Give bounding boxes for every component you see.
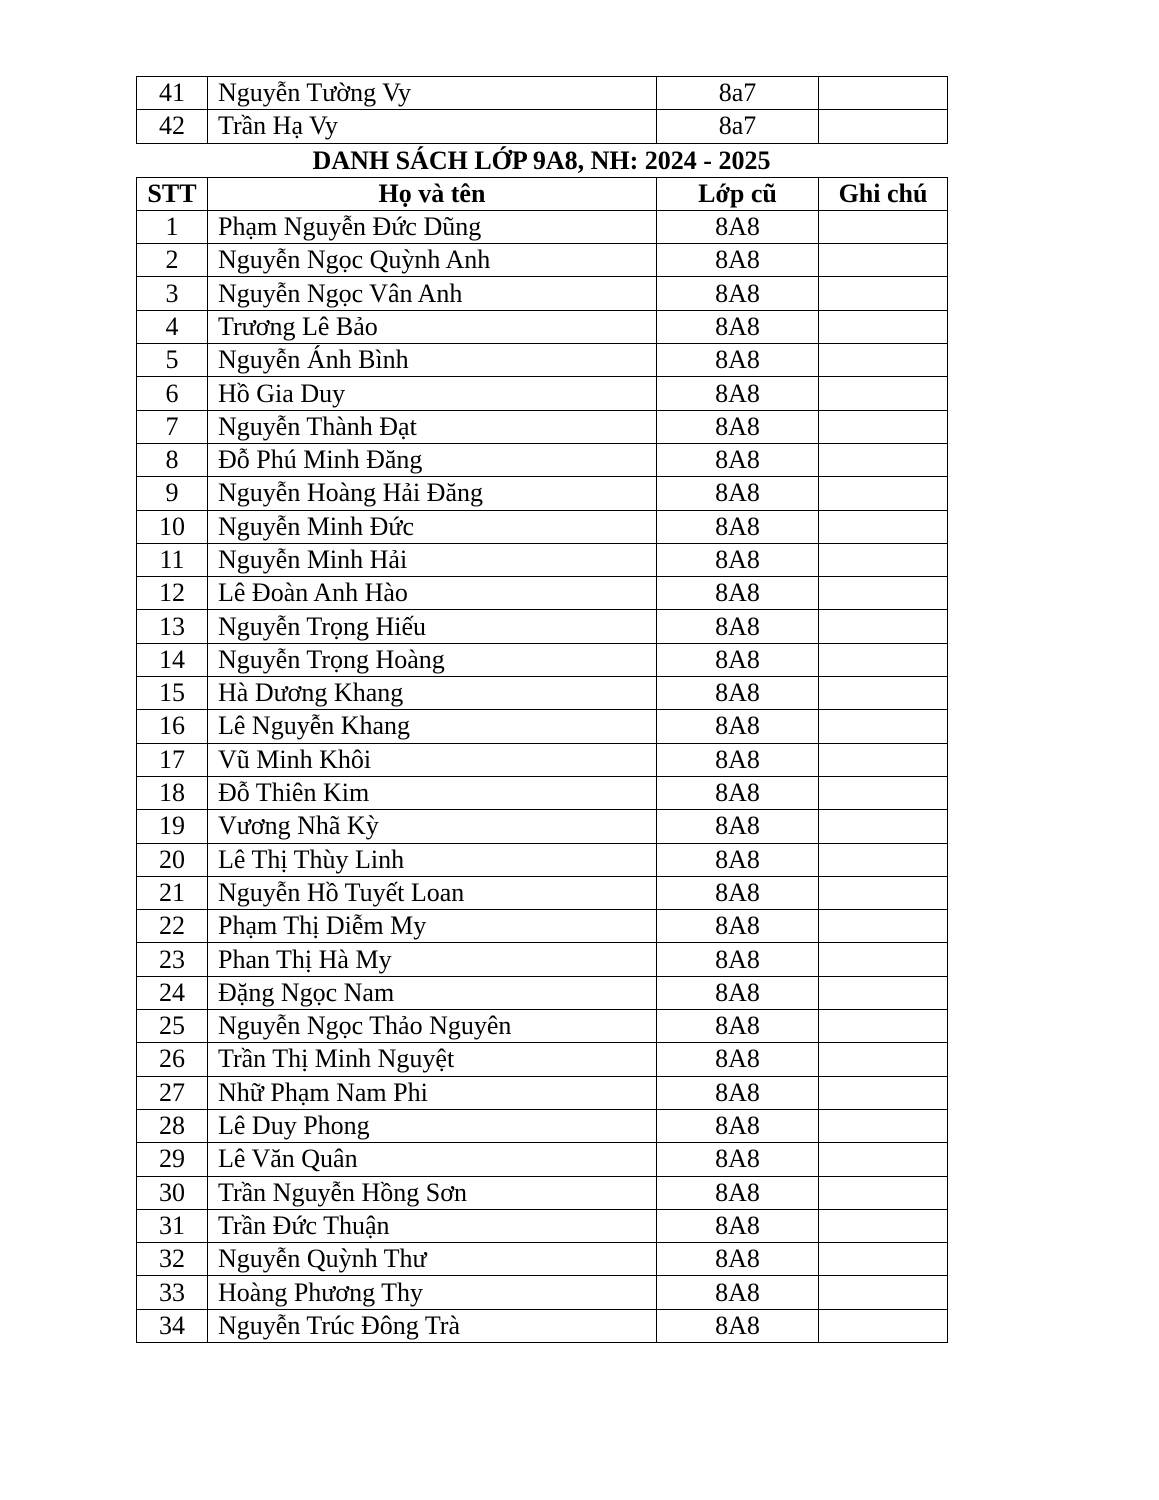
row-stt-cell: 17 — [137, 743, 208, 776]
row-name-cell: Phạm Nguyễn Đức Dũng — [208, 210, 657, 243]
row-name-cell: Đỗ Thiên Kim — [208, 776, 657, 809]
row-name-cell: Trần Đức Thuận — [208, 1209, 657, 1242]
table-row — [137, 344, 948, 377]
row-stt-cell: 22 — [137, 910, 208, 943]
row-name-cell: Nguyễn Thành Đạt — [208, 410, 657, 443]
row-name-cell: Nguyễn Minh Đức — [208, 510, 657, 543]
table-row — [137, 810, 948, 843]
row-name-cell: Trần Nguyễn Hồng Sơn — [208, 1176, 657, 1209]
row-stt-cell: 20 — [137, 843, 208, 876]
row-name-cell: Nguyễn Ngọc Vân Anh — [208, 277, 657, 310]
header-note: Ghi chú — [819, 177, 948, 210]
row-stt-cell: 32 — [137, 1243, 208, 1276]
row-old-class-cell: 8A8 — [657, 1176, 819, 1209]
table-row — [137, 1043, 948, 1076]
row-note-cell — [819, 610, 948, 643]
row-note-cell — [819, 443, 948, 476]
row-name-cell: Nguyễn Hoàng Hải Đăng — [208, 477, 657, 510]
class-list-table-body — [137, 210, 948, 1342]
table-row — [137, 1309, 948, 1342]
class-list-table — [136, 177, 948, 1343]
row-note-cell — [819, 477, 948, 510]
row-old-class-cell: 8A8 — [657, 410, 819, 443]
row-note-cell — [819, 1309, 948, 1342]
row-old-class-cell: 8A8 — [657, 677, 819, 710]
row-note-cell — [819, 1143, 948, 1176]
table-header-row — [137, 177, 948, 210]
row-old-class-cell: 8A8 — [657, 943, 819, 976]
row-note-cell — [819, 1109, 948, 1142]
row-old-class-cell: 8A8 — [657, 1209, 819, 1242]
table-row — [137, 876, 948, 909]
table-row — [137, 843, 948, 876]
row-old-class-cell: 8A8 — [657, 477, 819, 510]
table-row — [137, 643, 948, 676]
table-row — [137, 1010, 948, 1043]
row-note-cell — [819, 876, 948, 909]
table-row — [137, 1276, 948, 1309]
table-row — [137, 677, 948, 710]
row-note-cell — [819, 1076, 948, 1109]
row-stt-cell: 3 — [137, 277, 208, 310]
table-row — [137, 210, 948, 243]
table-row — [137, 1176, 948, 1209]
table-row — [137, 443, 948, 476]
row-note-cell — [819, 643, 948, 676]
table-row — [137, 377, 948, 410]
row-stt-cell: 41 — [137, 77, 208, 110]
row-name-cell: Vũ Minh Khôi — [208, 743, 657, 776]
row-old-class-cell: 8A8 — [657, 1076, 819, 1109]
row-name-cell: Nguyễn Ngọc Quỳnh Anh — [208, 244, 657, 277]
row-old-class-cell: 8A8 — [657, 976, 819, 1009]
row-note-cell — [819, 1043, 948, 1076]
row-name-cell: Trương Lê Bảo — [208, 310, 657, 343]
row-stt-cell: 15 — [137, 677, 208, 710]
row-stt-cell: 42 — [137, 110, 208, 143]
table-row — [137, 510, 948, 543]
row-stt-cell: 29 — [137, 1143, 208, 1176]
row-name-cell: Nguyễn Ánh Bình — [208, 344, 657, 377]
table-row — [137, 410, 948, 443]
row-stt-cell: 27 — [137, 1076, 208, 1109]
row-name-cell: Nguyễn Tường Vy — [208, 77, 657, 110]
row-note-cell — [819, 244, 948, 277]
row-stt-cell: 2 — [137, 244, 208, 277]
row-old-class-cell: 8A8 — [657, 743, 819, 776]
row-old-class-cell: 8A8 — [657, 610, 819, 643]
row-stt-cell: 31 — [137, 1209, 208, 1242]
row-note-cell — [819, 543, 948, 576]
table-row — [137, 710, 948, 743]
row-old-class-cell: 8A8 — [657, 510, 819, 543]
row-note-cell — [819, 1010, 948, 1043]
table-row — [137, 1243, 948, 1276]
row-note-cell — [819, 843, 948, 876]
row-note-cell — [819, 810, 948, 843]
row-note-cell — [819, 344, 948, 377]
row-name-cell: Vương Nhã Kỳ — [208, 810, 657, 843]
row-name-cell: Lê Đoàn Anh Hào — [208, 577, 657, 610]
row-old-class-cell: 8A8 — [657, 843, 819, 876]
table-row — [137, 577, 948, 610]
row-note-cell — [819, 710, 948, 743]
row-name-cell: Đỗ Phú Minh Đăng — [208, 443, 657, 476]
table-row — [137, 477, 948, 510]
row-name-cell: Nguyễn Trọng Hoàng — [208, 643, 657, 676]
row-stt-cell: 21 — [137, 876, 208, 909]
row-stt-cell: 25 — [137, 1010, 208, 1043]
row-stt-cell: 4 — [137, 310, 208, 343]
row-old-class-cell: 8A8 — [657, 344, 819, 377]
row-note-cell — [819, 510, 948, 543]
row-old-class-cell: 8A8 — [657, 1243, 819, 1276]
row-old-class-cell: 8A8 — [657, 210, 819, 243]
table-row — [137, 1076, 948, 1109]
table-row — [137, 77, 948, 110]
row-name-cell: Phan Thị Hà My — [208, 943, 657, 976]
row-stt-cell: 16 — [137, 710, 208, 743]
row-old-class-cell: 8A8 — [657, 543, 819, 576]
row-note-cell — [819, 377, 948, 410]
row-name-cell: Nguyễn Ngọc Thảo Nguyên — [208, 1010, 657, 1043]
table-row — [137, 610, 948, 643]
table-row — [137, 310, 948, 343]
row-note-cell — [819, 277, 948, 310]
table-row — [137, 776, 948, 809]
row-note-cell — [819, 1209, 948, 1242]
row-old-class-cell: 8A8 — [657, 577, 819, 610]
row-stt-cell: 24 — [137, 976, 208, 1009]
row-old-class-cell: 8A8 — [657, 1276, 819, 1309]
row-note-cell — [819, 1243, 948, 1276]
row-stt-cell: 33 — [137, 1276, 208, 1309]
row-stt-cell: 5 — [137, 344, 208, 377]
row-stt-cell: 13 — [137, 610, 208, 643]
row-name-cell: Lê Nguyễn Khang — [208, 710, 657, 743]
row-name-cell: Hà Dương Khang — [208, 677, 657, 710]
row-note-cell — [819, 310, 948, 343]
row-stt-cell: 30 — [137, 1176, 208, 1209]
table-row — [137, 110, 948, 143]
row-old-class-cell: 8A8 — [657, 1109, 819, 1142]
row-stt-cell: 11 — [137, 543, 208, 576]
row-old-class-cell: 8A8 — [657, 710, 819, 743]
document-page — [136, 76, 947, 1343]
row-stt-cell: 1 — [137, 210, 208, 243]
row-stt-cell: 12 — [137, 577, 208, 610]
row-note-cell — [819, 1176, 948, 1209]
row-stt-cell: 9 — [137, 477, 208, 510]
row-stt-cell: 34 — [137, 1309, 208, 1342]
row-note-cell — [819, 677, 948, 710]
row-old-class-cell: 8A8 — [657, 443, 819, 476]
row-old-class-cell: 8A8 — [657, 1010, 819, 1043]
row-name-cell: Nguyễn Trọng Hiếu — [208, 610, 657, 643]
row-note-cell — [819, 943, 948, 976]
row-name-cell: Lê Duy Phong — [208, 1109, 657, 1142]
row-stt-cell: 18 — [137, 776, 208, 809]
header-name: Họ và tên — [208, 177, 657, 210]
row-old-class-cell: 8A8 — [657, 810, 819, 843]
row-old-class-cell: 8A8 — [657, 1043, 819, 1076]
row-stt-cell: 14 — [137, 643, 208, 676]
row-stt-cell: 26 — [137, 1043, 208, 1076]
table-row — [137, 1209, 948, 1242]
row-note-cell — [819, 776, 948, 809]
row-name-cell: Hoàng Phương Thy — [208, 1276, 657, 1309]
header-stt: STT — [137, 177, 208, 210]
row-name-cell: Nguyễn Trúc Đông Trà — [208, 1309, 657, 1342]
table-row — [137, 543, 948, 576]
table-row — [137, 277, 948, 310]
row-stt-cell: 10 — [137, 510, 208, 543]
table-row — [137, 244, 948, 277]
row-note-cell — [819, 110, 948, 143]
row-note-cell — [819, 910, 948, 943]
row-note-cell — [819, 77, 948, 110]
table-row — [137, 943, 948, 976]
row-note-cell — [819, 577, 948, 610]
row-stt-cell: 8 — [137, 443, 208, 476]
table-row — [137, 1143, 948, 1176]
table-row — [137, 910, 948, 943]
row-old-class-cell: 8A8 — [657, 277, 819, 310]
row-old-class-cell: 8A8 — [657, 1309, 819, 1342]
row-old-class-cell: 8a7 — [657, 110, 819, 143]
row-name-cell: Lê Văn Quân — [208, 1143, 657, 1176]
row-old-class-cell: 8a7 — [657, 77, 819, 110]
previous-class-table — [136, 76, 948, 144]
row-name-cell: Nguyễn Quỳnh Thư — [208, 1243, 657, 1276]
previous-class-table-body — [137, 77, 948, 144]
row-stt-cell: 7 — [137, 410, 208, 443]
table-row — [137, 743, 948, 776]
table-row — [137, 1109, 948, 1142]
row-stt-cell: 23 — [137, 943, 208, 976]
row-name-cell: Lê Thị Thùy Linh — [208, 843, 657, 876]
row-old-class-cell: 8A8 — [657, 244, 819, 277]
row-note-cell — [819, 743, 948, 776]
row-old-class-cell: 8A8 — [657, 1143, 819, 1176]
list-title: DANH SÁCH LỚP 9A8, NH: 2024 - 2025 — [312, 145, 771, 175]
row-note-cell — [819, 410, 948, 443]
row-stt-cell: 6 — [137, 377, 208, 410]
row-old-class-cell: 8A8 — [657, 876, 819, 909]
row-name-cell: Nhữ Phạm Nam Phi — [208, 1076, 657, 1109]
row-note-cell — [819, 210, 948, 243]
header-old-class: Lớp cũ — [657, 177, 819, 210]
row-stt-cell: 19 — [137, 810, 208, 843]
table-row — [137, 976, 948, 1009]
row-name-cell: Đặng Ngọc Nam — [208, 976, 657, 1009]
row-old-class-cell: 8A8 — [657, 310, 819, 343]
row-old-class-cell: 8A8 — [657, 776, 819, 809]
row-name-cell: Trần Thị Minh Nguyệt — [208, 1043, 657, 1076]
row-name-cell: Nguyễn Minh Hải — [208, 543, 657, 576]
row-name-cell: Nguyễn Hồ Tuyết Loan — [208, 876, 657, 909]
row-old-class-cell: 8A8 — [657, 643, 819, 676]
row-old-class-cell: 8A8 — [657, 910, 819, 943]
row-note-cell — [819, 1276, 948, 1309]
row-old-class-cell: 8A8 — [657, 377, 819, 410]
row-stt-cell: 28 — [137, 1109, 208, 1142]
row-name-cell: Trần Hạ Vy — [208, 110, 657, 143]
row-name-cell: Hồ Gia Duy — [208, 377, 657, 410]
row-name-cell: Phạm Thị Diễm My — [208, 910, 657, 943]
row-note-cell — [819, 976, 948, 1009]
